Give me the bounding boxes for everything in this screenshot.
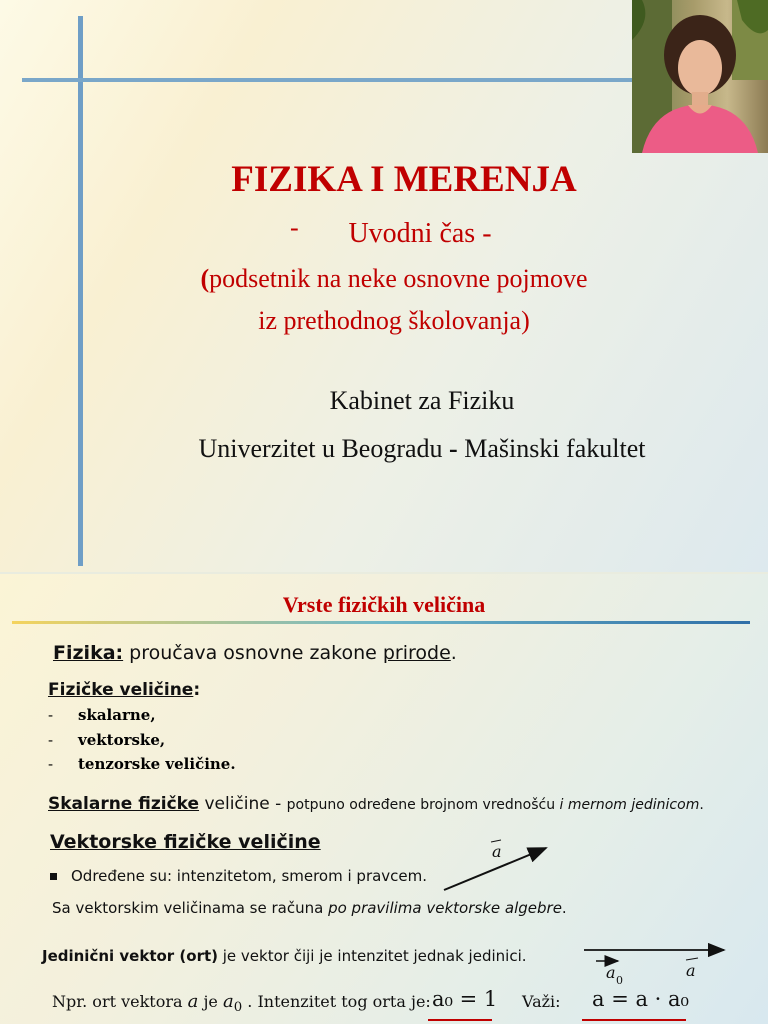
unit-vector-text: je vektor čiji je intenzitet jednak jedinici. [218,947,527,965]
slide-title: FIZIKA I MERENJA [231,159,577,200]
equation-unit-magnitude: a₀ = 1 [432,987,498,1011]
list-item: - vektorske, [48,731,166,749]
unit-vector-bold: Jedinični vektor (ort) [42,947,218,965]
institution-university [38,434,768,464]
vector-bullet-text: Određene su: intenzitetom, smerom i pravcem. [71,867,428,885]
scalar-text-b: potpuno određene brojnom vrednošću [286,797,560,813]
a-vector-label: a [686,961,696,980]
vector-diagrams [0,574,768,1024]
list-item: - tenzorske veličine. [48,755,236,773]
list-item: - skalarne, [48,706,156,724]
a-vector-label-arrow [686,958,698,960]
content-slide-title: Vrste fizičkih veličina [282,592,486,617]
physics-text-b: . [450,642,457,664]
scalar-text-c: . [699,797,704,813]
institution-dash: - [449,434,458,463]
vector-heading: Vektorske fizičke veličine [50,831,321,853]
holds-label: Važi: [522,992,561,1011]
subtitle-dash: - [290,213,299,242]
example-b: je [198,992,223,1011]
scalar-text-a: veličine - [199,794,287,814]
horizontal-accent-line [22,78,632,82]
institution-university-a: Univerzitet u Beogradu [198,434,450,463]
physics-text-link: prirode [382,642,451,664]
vector-rule-b: . [561,899,567,917]
example-sub-0: 0 [233,1000,243,1016]
example-a: Npr. ort vektora [52,992,188,1011]
a0-vector-sub: 0 [616,974,623,987]
subtitle-note-line1 [10,264,768,294]
physics-label: Fizika: [53,642,124,664]
vector-rule-italic: po pravilima vektorske algebre [328,899,562,917]
list-item-text: vektorske, [78,731,166,749]
vector-rule-a: Sa vektorskim veličinama se računa [52,899,329,917]
scalar-text-italic: i mernom jedinicom [559,797,700,813]
content-slide [0,574,768,1024]
equation-vector-decomposition: a = a · a₀ [592,987,689,1011]
scalar-heading: Skalarne fizičke [48,794,200,814]
institution-university-b: Mašinski fakultet [457,434,646,463]
list-item-text: skalarne, [78,706,156,724]
note-line1-text: podsetnik na neke osnovne pojmove [209,264,588,293]
slide-subtitle: Uvodni čas - [348,218,492,249]
subtitle-note-line2: iz prethodnog školovanja) [258,306,530,335]
a0-vector-label: a [606,963,616,982]
author-portrait-photo [632,0,768,153]
institution-department: Kabinet za Fiziku [329,386,515,415]
list-item-text: tenzorske veličine. [78,755,236,773]
quantities-colon: : [193,680,201,700]
note-paren: ( [200,264,210,293]
example-symbol-a0: a [222,991,234,1012]
example-c: . Intenzitet tog orta je: [242,992,431,1011]
physics-text-a: proučava osnovne zakone [123,642,383,664]
example-symbol-a: a [187,991,199,1012]
vector-a-label: a [492,842,502,861]
quantities-label: Fizičke veličine [48,680,194,700]
